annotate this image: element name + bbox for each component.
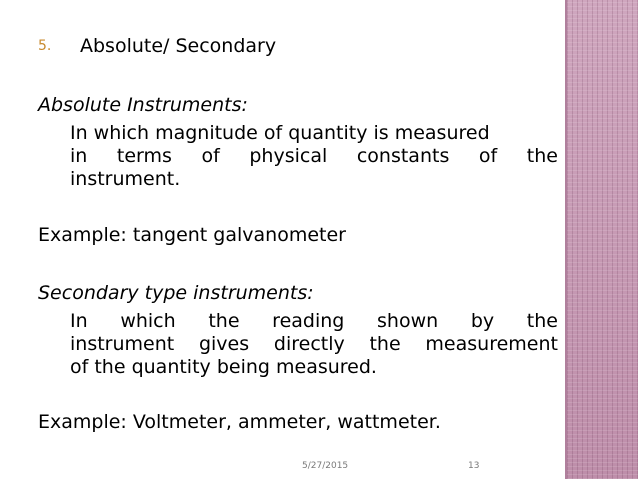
word: measurement <box>425 333 558 355</box>
word: by <box>470 310 495 332</box>
absolute-line-1: In which magnitude of quantity is measured <box>70 122 490 144</box>
word: the <box>526 145 558 167</box>
footer-page-number: 13 <box>468 461 480 471</box>
word: of <box>201 145 220 167</box>
word: instrument <box>70 333 175 355</box>
word: gives <box>198 333 250 355</box>
word: shown <box>377 310 439 332</box>
item-heading: Absolute/ Secondary <box>80 35 277 57</box>
list-number: 5. <box>38 38 52 54</box>
word: directly <box>273 333 345 355</box>
word: constants <box>356 145 450 167</box>
word: of <box>478 145 498 167</box>
word: in <box>70 145 88 167</box>
footer-date: 5/27/2015 <box>302 461 349 471</box>
word: In <box>70 310 88 332</box>
absolute-example: Example: tangent galvanometer <box>38 224 346 246</box>
word: physical <box>249 145 328 167</box>
word: the <box>208 310 240 332</box>
secondary-title: Secondary type instruments: <box>38 282 314 304</box>
secondary-line-3: of the quantity being measured. <box>70 356 377 378</box>
absolute-line-2 <box>70 145 558 168</box>
secondary-line-1 <box>70 310 558 333</box>
word: the <box>526 310 558 332</box>
word: the <box>369 333 401 355</box>
word: reading <box>272 310 345 332</box>
secondary-line-2 <box>70 333 558 356</box>
absolute-line-3: instrument. <box>70 168 181 190</box>
word: terms <box>116 145 172 167</box>
decorative-side-band <box>567 0 638 479</box>
absolute-title: Absolute Instruments: <box>38 94 248 116</box>
secondary-example: Example: Voltmeter, ammeter, wattmeter. <box>38 411 441 433</box>
word: which <box>120 310 176 332</box>
